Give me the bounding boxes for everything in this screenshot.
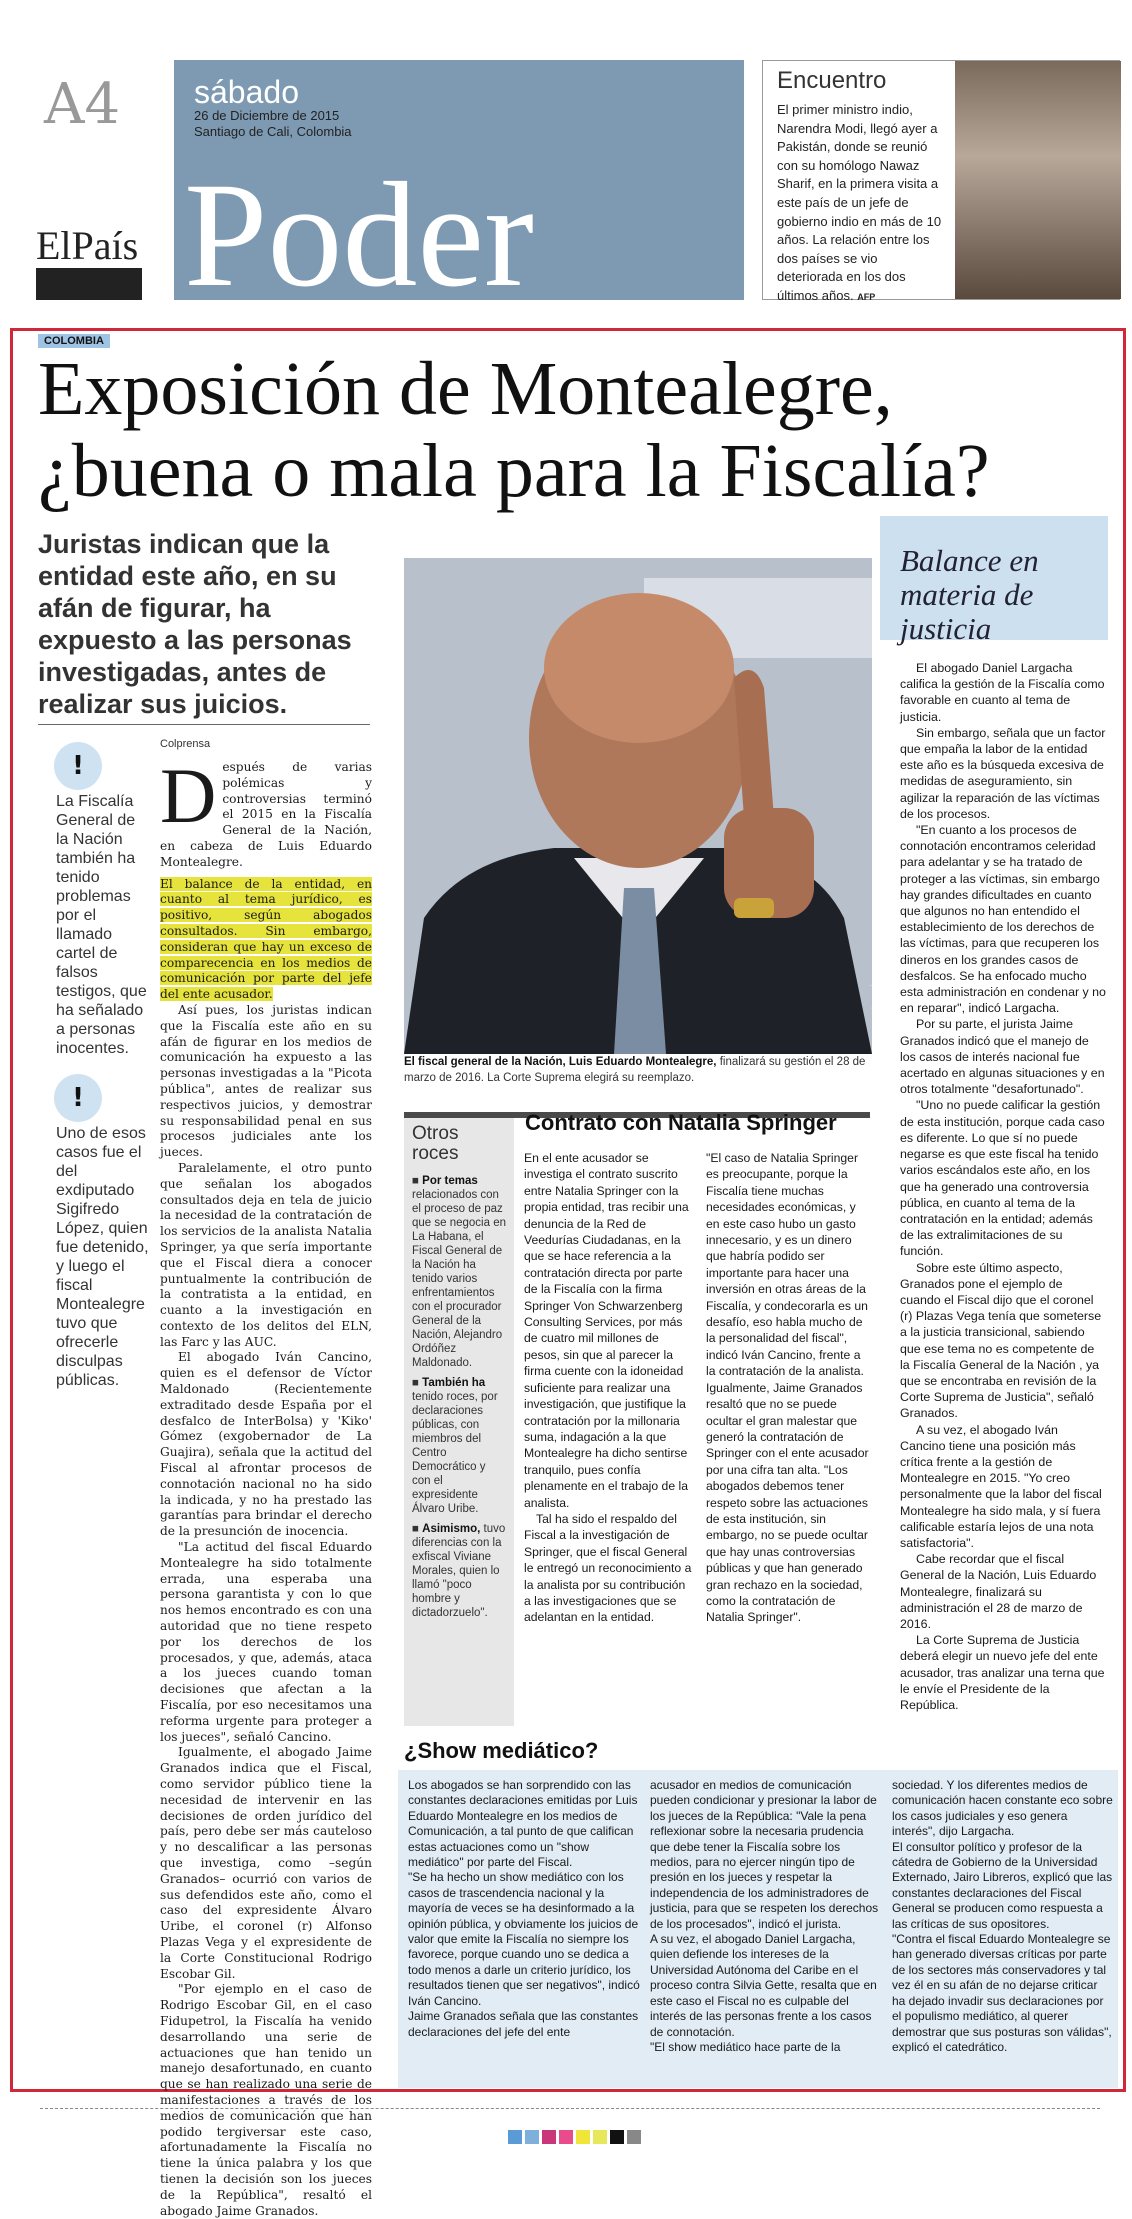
encuentro-photo: [955, 61, 1121, 299]
date-line-1: 26 de Diciembre de 2015: [194, 108, 340, 123]
balance-paragraph: "En cuanto a los procesos de connotación encontramos celeridad para adelantar y se ha tratado de proteger a las víctimas, sin embargo hay grandes dificultades en cuanto que algunos no han entendido el establecimiento de los derechos de las víctimas, para que recuperen los dineros en los grandes casos de desfalcos. Se ha enfocado mucho esta administración en condenar y no en reparar", indicó Largacha.: [900, 823, 1106, 1016]
otros-item: ■ También ha tenido roces, por declaraciones públicas, con miembros del Centro Democrático y con el expresidente Álvaro Uribe.: [412, 1377, 498, 1515]
balance-paragraph: Sobre este último aspecto, Granados pone el ejemplo de cuando el Fiscal dijo que el coronel (r) Plazas Vega tenía que someterse a la justicia transicional, sabiendo que ese tema no es competente de la Fiscalía General de la Nación , ya que se encontraba en revisión de la Corte Suprema de Justicia", señaló Granados.: [900, 1260, 1102, 1421]
dropcap: D: [160, 752, 217, 839]
deck: Juristas indican que la entidad este año, en su afán de figurar, ha expuesto a las personas investigadas, antes de realizar sus juicios.: [38, 529, 352, 719]
color-swatch: [559, 2130, 573, 2144]
main-photo: [404, 558, 872, 1054]
balance-paragraph: El abogado Daniel Largacha califica la gestión de la Fiscalía como favorable en cuanto al tema de justicia.: [900, 661, 1105, 724]
encuentro-body: El primer ministro indio, Narendra Modi, llegó ayer a Pakistán, donde se reunió con su homólogo Nawaz Sharif, en la primera visita a este país de un jefe de gobierno indio en más de 10 años. La relación entre los dos países se vio deteriorada en los dos últimos años.: [777, 102, 942, 303]
fiscal-photo-illustration: [404, 558, 872, 1054]
balance-paragraph: A su vez, el abogado Iván Cancino tiene una posición más crítica frente a la gestión de Montealegre en 2015. "Yo creo personalmente que la labor del fiscal Montealegre ha sido mala, y sí fuera calificable estaría lejos de una nota satisfactoria".: [900, 1422, 1102, 1550]
balance-paragraph: La Corte Suprema de Justicia deberá elegir un nuevo jefe del ente acusador, tras analizar una terna que le envíe el Presidente de la República.: [900, 1633, 1105, 1712]
color-swatch: [576, 2130, 590, 2144]
encuentro-credit: AFP: [857, 291, 876, 302]
color-swatch: [525, 2130, 539, 2144]
caption-text: finalizará su gestión el 28 de marzo de 2016. La Corte Suprema elegirá su reemplazo.: [404, 1056, 866, 1084]
otros-item-lead: También ha: [422, 1377, 486, 1389]
color-swatch: [627, 2130, 641, 2144]
contrato-col1-p1: En el ente acusador se investiga el contrato suscrito entre Natalia Springer con la propia entidad, tras recibir una denuncia de la Red de Veedurías Ciudadanas, en la que se hace referencia a la contratación directa por parte de la Fiscalía con la firma Springer Von Schwarzenberg Consulting Services, por más de cuatro mil millones de pesos, sin que al parecer la firma cuente con la idoneidad suficiente para realizar una investigación, que justifique la contratación por la millonaria suma, indagación a la que Montealegre ha dicho sentirse tranquilo, pues confía plenamente en el trabajo de la analista.: [524, 1151, 689, 1510]
banner-day: sábado: [194, 74, 299, 110]
otros-item-lead: Asimismo,: [422, 1523, 481, 1535]
caption-bold: El fiscal general de la Nación, Luis Eduardo Montealegre,: [404, 1056, 717, 1068]
byline: Colprensa: [160, 738, 211, 750]
balance-paragraph: Cabe recordar que el fiscal General de la Nación, Luis Eduardo Montealegre, finalizará su administración el 28 de marzo de 2016.: [900, 1552, 1097, 1631]
show-col-3: sociedad. Y los diferentes medios de comunicación hacen constante eco sobre los casos judiciales y eso genera interés", dijo Largacha. El consultor político y profesor de la cátedra de Gobierno de la Universidad Externado, Jairo Libreros, explicó que las constantes declaraciones del Fiscal General se producen como respuesta a las críticas de sus opositores. "Contra el fiscal Eduardo Montealegre se han generado diversas críticas por parte de los sectores más conservadores y tal vez él en su afán de no dejarse criticar ha dejado invadir sus declaraciones por el populismo mediático, al querer demostrar que sus posturas son válidas", explicó el catedrático.: [892, 1778, 1113, 2054]
contrato-title: Contrato con Natalia Springer: [525, 1110, 837, 1135]
color-swatch: [508, 2130, 522, 2144]
balance-paragraph: Por su parte, el jurista Jaime Granados indicó que el manejo de los casos de interés nacional fue acertado en algunas situaciones y en otros totalmente "desafortunado".: [900, 1017, 1105, 1097]
otros-roces-title: Otros roces: [412, 1123, 459, 1164]
color-registration-bar: [508, 2130, 641, 2144]
balance-column: [900, 660, 1106, 1713]
otros-item: ■ Asimismo, tuvo diferencias con la exfiscal Viviane Morales, quien lo llamó "poco hombre y dictadorzuelo".: [412, 1523, 506, 1619]
paragraph-6: "La actitud del fiscal Eduardo Montealegre ha sido totalmente errada, una esperaba una persona garantista y con lo que nos hemos encontrado es con una autoridad que no tiene respeto por los derechos de los procesados, y que, además, ataca a los jueces cuando toman decisiones que afectan a la Fiscalía, por eso necesitamos una reforma urgente para proteger a los jueces", señaló Cancino.: [160, 1540, 372, 1744]
show-col-2: acusador en medios de comunicación pueden condicionar y presionar la labor de los jueces de la República: "Vale la pena reflexionar sobre la necesaria prudencia que debe tener la Fiscalía sobre los medios, para no ejercer ningún tipo de presión en los jueces y respetar la independencia de los administradores de justicia, para que se respeten los derechos de los procesados", indicó el jurista. A su vez, el abogado Daniel Largacha, quien defiende los intereses de la Universidad Autónoma del Caribe en el proceso contra Silvia Gette, resalta que en este caso el Fiscal no es culpable del interés de las personas frente a los casos de connotación. "El show mediático hace parte de la: [650, 1778, 879, 2054]
show-col-1: Los abogados se han sorprendido con las constantes declaraciones emitidas por Luis Eduardo Montealegre en los medios de Comunicación, a tal punto de que califican estas actuaciones como un "show mediático" por parte del Fiscal. "Se ha hecho un show mediático con los casos de trascendencia nacional y la mayoría de veces se ha desinformado a la opinión pública, y obviamente los juicios de valor que emite la Fiscalía no siempre los favorece, porque cuando uno se dedica a todo menos a darle un criterio jurídico, los resultados tienen que ser negativos", indicó Iván Cancino. Jaime Granados señala que las constantes declaraciones del jefe del ente: [408, 1778, 640, 2039]
divider: [38, 724, 370, 725]
highlighted-paragraph: El balance de la entidad, en cuanto al tema jurídico, es positivo, según abogados consultados. Sin embargo, consideran que hay un exceso de comparecencia en los medios de comunicación por parte del jefe del ente acusador.: [160, 876, 372, 1002]
encuentro-title: Encuentro: [777, 67, 887, 94]
contrato-col2-p1: "El caso de Natalia Springer es preocupante, porque la Fiscalía tiene muchas necesidades económicas, y en este caso hubo un gasto innecesario, y es un dinero que habría podido ser importante para hacer una inversión en otras áreas de la Fiscalía, y condecorarla es un desafío, eso habla mucho de la personalidad del fiscal", indicó Iván Cancino, frente a la contratación de la analista.: [706, 1151, 868, 1379]
balance-title: Balance en materia de justicia: [900, 543, 1039, 646]
paragraph-1: espués de varias polémicas y controversias terminó el 2015 en la Fiscalía General de la Nación, en cabeza de Luis Eduardo Montealegre.: [160, 760, 372, 869]
paragraph-7: Igualmente, el abogado Jaime Granados indica que el Fiscal, como servidor público tiene la necesidad de intervenir en las decisiones de orden jurídico del país, pero debe ser más cauteloso y no descalificar a las personas que investiga, como –según Granados– ocurrió con varios de sus defendidos este año, como el caso del expresidente Álvaro Uribe, el coronel (r) Alfonso Plazas Vega y el expresidente de la Corte Constitucional Rodrigo Escobar Gil.: [160, 1745, 372, 1981]
otros-item: ■ Por temas relacionados con el proceso de paz que se negocia en La Habana, el Fiscal General de la Nación ha tenido varios enfrentamientos con el procurador General de la Nación, Alejandro Ordóñez Maldonado.: [412, 1175, 506, 1369]
newspaper-logo: ElPaís: [36, 223, 139, 268]
side-note-2: Uno de esos casos fue el del exdiputado Sigifredo López, quien fue detenido, y luego el fiscal Montealegre tuvo que ofrecerle disculpas públicas.: [56, 1125, 149, 1389]
contrato-col-2: [706, 1150, 870, 1626]
alert-icon: !: [54, 1074, 102, 1122]
contrato-col-1: [524, 1150, 694, 1626]
date-line-2: Santiago de Cali, Colombia: [194, 124, 352, 139]
section-title: Poder: [184, 152, 534, 318]
alert-icon: !: [54, 742, 102, 790]
contrato-col1-p2: Tal ha sido el respaldo del Fiscal a la investigación de Springer, que el fiscal General le entregó un reconocimiento a la analista por su contribución a las investigaciones que se adelantan en la entidad.: [524, 1511, 692, 1625]
section-code: A4: [44, 72, 121, 137]
photo-caption: [404, 1054, 874, 1086]
logo-bar: [36, 268, 142, 300]
otros-roces-box: [404, 1118, 514, 1726]
section-tag: COLOMBIA: [38, 334, 110, 348]
otros-item-text: relacionados con el proceso de paz que se negocia en La Habana, el Fiscal General de la Nación ha tenido varios enfrentamientos con el procurador General de la Nación, Alejandro Ordóñez Maldonado.: [412, 1189, 506, 1369]
paragraph-5: El abogado Iván Cancino, quien es el defensor de Víctor Maldonado (Recientemente extraditado desde España por el desfalco de InterBolsa) y 'Kiko' Gómez (exgobernador de La Guajira), señala que la actitud del Fiscal al afrontar procesos de connotación nacional no ha sido la indicada, y no ha prestado las garantías para brindar el derecho de la presunción de inocencia.: [160, 1350, 372, 1539]
banner-date: [194, 108, 352, 140]
show-title: ¿Show mediático?: [404, 1738, 599, 1763]
side-note-1: La Fiscalía General de la Nación también ha tenido problemas por el llamado cartel de falsos testigos, que ha señalado a personas inocentes.: [56, 793, 147, 1057]
photo-credit: ARCHIVO / EL PAÍS: [872, 980, 879, 1044]
encuentro-box: [762, 60, 1120, 303]
contrato-col2-p2: Igualmente, Jaime Granados resaltó que no se puede ocultar el gran malestar que generó la contratación de Springer con el ente acusador por una cifra tan alta. "Los abogados debemos tener respeto sobre las actuaciones de esta institución, sin embargo, no se puede ocultar que hay unas controversias públicas y que han generado gran rechazo en la sociedad, como la contratación de Natalia Springer".: [706, 1380, 869, 1625]
section-banner: [174, 60, 744, 318]
otros-item-text: tenido roces, por declaraciones públicas, con miembros del Centro Democrático y con el expresidente Álvaro Uribe.: [412, 1391, 498, 1515]
color-swatch: [542, 2130, 556, 2144]
paragraph-4: Paralelamente, el otro punto que señalan los abogados consultados deja en tela de juicio la necesidad de la contratación de los servicios de la analista Natalia Springer, ya que sería importante que el Fiscal diera a conocer puntualmente la contribución de la contratista a la entidad, en cuanto a la investigación en contexto de los delitos del ELN, las Farc y las AUC.: [160, 1160, 372, 1349]
encuentro-text: [777, 101, 945, 307]
balance-paragraph: Sin embargo, señala que un factor que empaña la labor de la entidad este año es la búsqueda excesiva de medidas de aseguramiento, sin agilizar la reparación de las víctimas de los procesos.: [900, 725, 1106, 821]
balance-paragraph: "Uno no puede calificar la gestión de esta institución, porque cada caso es diferente. Lo que sí no puede negarse es que este fiscal ha tenido varios escándalos este año, en los que ha generado una controversia pública, en cuanto al tema de la contratación en la entidad; además de las extralimitaciones de su función.: [900, 1098, 1105, 1259]
color-swatch: [593, 2130, 607, 2144]
color-swatch: [610, 2130, 624, 2144]
paragraph-8: "Por ejemplo en el caso de Rodrigo Escobar Gil, en el caso Fidupetrol, la Fiscalía ha venido desarrollando una serie de actuaciones que han tenido un manejo desafortunado, en cuanto que se han realizado una serie de manifestaciones a través de los medios de comunicación que han podido tergiversar este caso, afortunadamente la Fiscalía no tiene la única palabra y los que tienen la decisión son los jueces de la República", resaltó el abogado Jaime Granados.: [160, 1982, 372, 2218]
otros-item-text: tuvo diferencias con la exfiscal Viviane Morales, quien lo llamó "poco hombre y dictadorzuelo".: [412, 1523, 506, 1619]
paragraph-3: Así pues, los juristas indican que la Fiscalía este año en su afán de figurar en los medios de comunicación ha expuesto a las personas investigadas a la "Picota pública", antes de realizar sus respectivos juicios, y demostrar su responsabilidad penal en sus procesos judiciales ante los jueces.: [160, 1002, 372, 1160]
headline: Exposición de Montealegre, ¿buena o mala para la Fiscalía?: [38, 347, 990, 513]
main-column: [160, 752, 372, 2219]
otros-item-lead: Por temas: [422, 1175, 478, 1187]
cut-line: [40, 2108, 1100, 2109]
balance-box: [880, 516, 1108, 646]
